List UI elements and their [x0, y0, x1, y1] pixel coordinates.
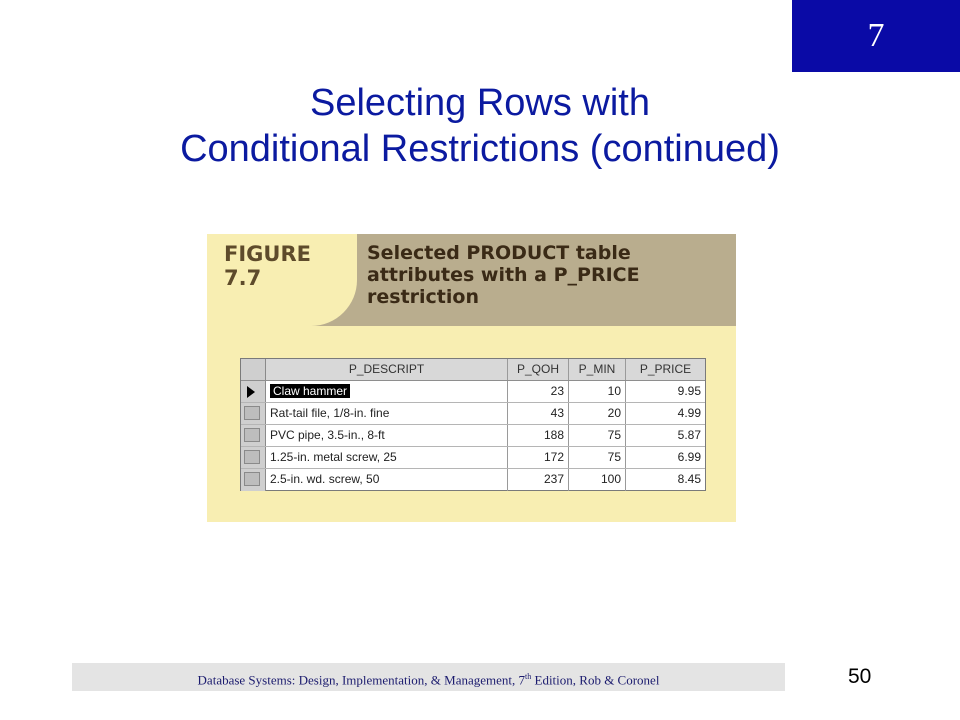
chapter-number-box	[792, 0, 960, 72]
cell-p-qoh[interactable]: 172	[508, 447, 569, 468]
select-all-corner[interactable]	[241, 359, 266, 380]
row-selector[interactable]	[241, 447, 266, 468]
cell-p-qoh[interactable]: 43	[508, 403, 569, 424]
cell-p-descript[interactable]: Rat-tail file, 1/8-in. fine	[266, 403, 508, 424]
slide-title-line-2: Conditional Restrictions (continued)	[180, 128, 780, 170]
cell-p-descript[interactable]: 2.5-in. wd. screw, 50	[266, 469, 508, 491]
column-header-p-min[interactable]: P_MIN	[569, 359, 626, 380]
table-row[interactable]	[241, 403, 705, 425]
footer-text-tail: Edition, Rob & Coronel	[531, 672, 660, 688]
page-number: 50	[848, 665, 872, 688]
table-row[interactable]	[241, 425, 705, 447]
cell-p-price[interactable]: 4.99	[677, 406, 701, 420]
figure-caption-line-2: attributes with a P_PRICE	[367, 264, 640, 286]
cell-p-min[interactable]: 20	[569, 403, 626, 424]
figure-label-number: 7.7	[224, 266, 262, 290]
figure-caption-line-3: restriction	[367, 286, 479, 308]
footer-citation	[72, 663, 785, 691]
cell-p-min[interactable]: 100	[569, 469, 626, 491]
table-row[interactable]	[241, 447, 705, 469]
slide-title-line-1: Selecting Rows with	[309, 82, 651, 124]
row-selector-knob	[244, 428, 260, 442]
cell-p-price[interactable]: 6.99	[677, 450, 701, 464]
row-selector-knob	[244, 406, 260, 420]
product-table	[240, 358, 706, 491]
column-header-p-price[interactable]: P_PRICE	[639, 362, 692, 376]
current-row-arrow-icon	[247, 386, 255, 398]
chapter-number: 7	[867, 17, 885, 54]
row-selector[interactable]	[241, 381, 266, 402]
cell-p-min[interactable]: 75	[569, 425, 626, 446]
figure-label	[224, 242, 311, 290]
cell-p-descript[interactable]: 1.25-in. metal screw, 25	[266, 447, 508, 468]
cell-p-price[interactable]: 9.95	[677, 384, 701, 398]
table-header-row	[241, 359, 705, 381]
row-selector[interactable]	[241, 469, 266, 491]
cell-p-qoh[interactable]: 188	[508, 425, 569, 446]
cell-p-price[interactable]: 8.45	[677, 472, 701, 486]
column-header-p-descript[interactable]: P_DESCRIPT	[266, 359, 508, 380]
column-header-p-qoh[interactable]: P_QOH	[508, 359, 569, 380]
table-row[interactable]	[241, 469, 705, 491]
row-selector[interactable]	[241, 425, 266, 446]
cell-p-descript[interactable]	[266, 381, 508, 402]
cell-p-min[interactable]: 75	[569, 447, 626, 468]
row-selector[interactable]	[241, 403, 266, 424]
footer-text-main: Database Systems: Design, Implementation, & Management, 7	[197, 672, 526, 688]
cell-p-qoh[interactable]: 237	[508, 469, 569, 491]
cell-p-descript[interactable]: PVC pipe, 3.5-in., 8-ft	[266, 425, 508, 446]
selected-cell-text: Claw hammer	[270, 384, 350, 398]
figure-label-word: FIGURE	[224, 242, 311, 266]
figure-panel	[207, 234, 736, 522]
row-selector-knob	[244, 450, 260, 464]
figure-caption-line-1: Selected PRODUCT table	[367, 242, 631, 264]
slide-title	[0, 80, 960, 172]
cell-p-price[interactable]: 5.87	[677, 428, 701, 442]
cell-p-min[interactable]: 10	[569, 381, 626, 402]
figure-caption	[367, 242, 640, 308]
row-selector-knob	[244, 472, 260, 486]
table-row[interactable]	[241, 381, 705, 403]
cell-p-qoh[interactable]: 23	[508, 381, 569, 402]
footer-text-superscript: th	[525, 672, 532, 681]
